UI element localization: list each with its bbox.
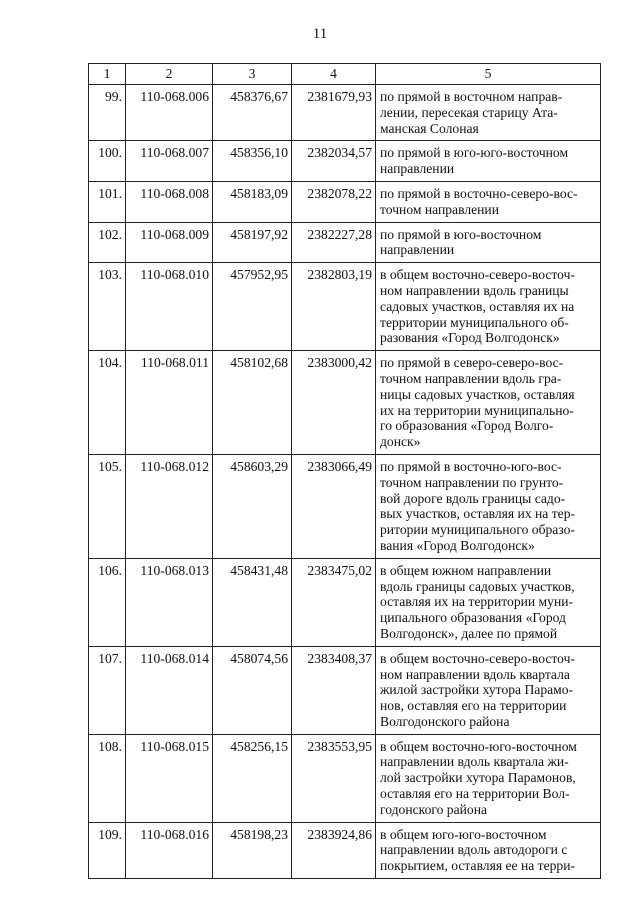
description-line: годонского района xyxy=(380,801,488,817)
y-coordinate-cell: 2383000,42 xyxy=(292,351,376,455)
x-coordinate-cell: 458074,56 xyxy=(213,646,292,734)
y-coordinate-cell: 2381679,93 xyxy=(292,85,376,141)
x-coordinate-cell: 458256,15 xyxy=(213,734,292,822)
x-coordinate-cell: 458356,10 xyxy=(213,141,292,182)
description-line: манская Солоная xyxy=(380,120,479,136)
x-coordinate-cell: 458102,68 xyxy=(213,351,292,455)
description-line: в общем восточно-северо-восточ- xyxy=(380,650,575,666)
description-line: ритории муниципального образо- xyxy=(380,522,575,538)
description-line: Волгодонского района xyxy=(380,713,510,729)
row-number-cell: 107. xyxy=(89,646,126,734)
y-coordinate-cell: 2382034,57 xyxy=(292,141,376,182)
y-coordinate-cell: 2382078,22 xyxy=(292,181,376,222)
x-coordinate-cell: 458431,48 xyxy=(213,558,292,646)
table-row xyxy=(89,646,601,734)
description-line: направлении xyxy=(380,161,455,177)
y-coordinate-cell: 2383475,02 xyxy=(292,558,376,646)
table-row xyxy=(89,558,601,646)
point-code-cell: 110-068.009 xyxy=(126,222,213,263)
boundary-description-cell xyxy=(376,181,601,222)
row-number-cell: 104. xyxy=(89,351,126,455)
description-line: вдоль границы садовых участков, xyxy=(380,578,575,594)
description-line: точном направлении по грунто- xyxy=(380,474,564,490)
point-code-cell: 110-068.012 xyxy=(126,454,213,558)
point-code-cell: 110-068.013 xyxy=(126,558,213,646)
description-line: донск» xyxy=(380,434,421,450)
x-coordinate-cell: 458183,09 xyxy=(213,181,292,222)
description-line: точном направлении вдоль гра- xyxy=(380,370,562,386)
column-header: 1 xyxy=(89,64,126,85)
description-line: ном направлении вдоль границы xyxy=(380,282,569,298)
column-header: 2 xyxy=(126,64,213,85)
table-row xyxy=(89,734,601,822)
row-number-cell: 101. xyxy=(89,181,126,222)
y-coordinate-cell: 2383066,49 xyxy=(292,454,376,558)
table-row xyxy=(89,141,601,182)
row-number-cell: 108. xyxy=(89,734,126,822)
table-row xyxy=(89,85,601,141)
point-code-cell: 110-068.014 xyxy=(126,646,213,734)
description-line: садовых участков, оставляя их на xyxy=(380,298,575,314)
point-code-cell: 110-068.007 xyxy=(126,141,213,182)
point-code-cell: 110-068.010 xyxy=(126,263,213,351)
y-coordinate-cell: 2382227,28 xyxy=(292,222,376,263)
boundary-description-cell xyxy=(376,558,601,646)
column-header: 5 xyxy=(376,64,601,85)
description-line: направлении xyxy=(380,242,455,258)
description-line: их на территории муниципально- xyxy=(380,402,574,418)
description-line: по прямой в юго-юго-восточном xyxy=(380,145,569,161)
description-line: в общем южном направлении xyxy=(380,562,552,578)
column-header: 4 xyxy=(292,64,376,85)
boundary-description-cell xyxy=(376,263,601,351)
boundary-description-cell xyxy=(376,734,601,822)
description-line: по прямой в юго-восточном xyxy=(380,226,542,242)
row-number-cell: 103. xyxy=(89,263,126,351)
point-code-cell: 110-068.011 xyxy=(126,351,213,455)
description-line: по прямой в восточно-северо-вос- xyxy=(380,185,578,201)
table-row xyxy=(89,822,601,878)
table-row xyxy=(89,454,601,558)
description-line: оставляя их на территории муни- xyxy=(380,594,574,610)
point-code-cell: 110-068.008 xyxy=(126,181,213,222)
description-line: вой дороге вдоль границы садо- xyxy=(380,490,566,506)
y-coordinate-cell: 2382803,19 xyxy=(292,263,376,351)
y-coordinate-cell: 2383924,86 xyxy=(292,822,376,878)
boundary-description-cell xyxy=(376,141,601,182)
description-line: лении, пересекая старицу Ата- xyxy=(380,104,558,120)
description-line: в общем восточно-юго-восточном xyxy=(380,738,577,754)
boundary-description-cell xyxy=(376,822,601,878)
table-header-row xyxy=(89,64,601,85)
description-line: в общем юго-юго-восточном xyxy=(380,826,547,842)
description-line: вых участков, оставляя их на тер- xyxy=(380,506,576,522)
table-row xyxy=(89,222,601,263)
description-line: направлении вдоль квартала жи- xyxy=(380,754,569,770)
x-coordinate-cell: 458197,92 xyxy=(213,222,292,263)
description-line: по прямой в восточно-юго-вос- xyxy=(380,458,562,474)
row-number-cell: 105. xyxy=(89,454,126,558)
column-header: 3 xyxy=(213,64,292,85)
boundary-description-cell xyxy=(376,454,601,558)
row-number-cell: 99. xyxy=(89,85,126,141)
row-number-cell: 100. xyxy=(89,141,126,182)
row-number-cell: 106. xyxy=(89,558,126,646)
x-coordinate-cell: 458198,23 xyxy=(213,822,292,878)
point-code-cell: 110-068.015 xyxy=(126,734,213,822)
boundary-description-cell xyxy=(376,222,601,263)
x-coordinate-cell: 458603,29 xyxy=(213,454,292,558)
description-line: го образования «Город Волго- xyxy=(380,418,554,434)
description-line: нов, оставляя его на территории xyxy=(380,698,567,714)
x-coordinate-cell: 457952,95 xyxy=(213,263,292,351)
description-line: ницы садовых участков, оставляя xyxy=(380,386,575,402)
description-line: разования «Город Волгодонск» xyxy=(380,330,560,346)
row-number-cell: 109. xyxy=(89,822,126,878)
point-code-cell: 110-068.016 xyxy=(126,822,213,878)
point-code-cell: 110-068.006 xyxy=(126,85,213,141)
description-line: по прямой в северо-северо-вос- xyxy=(380,355,564,371)
description-line: точном направлении xyxy=(380,201,499,217)
boundary-description-cell xyxy=(376,646,601,734)
description-line: оставляя его на территории Вол- xyxy=(380,786,570,802)
description-line: вания «Город Волгодонск» xyxy=(380,537,535,553)
y-coordinate-cell: 2383553,95 xyxy=(292,734,376,822)
page-number: 11 xyxy=(312,26,328,42)
table-row xyxy=(89,351,601,455)
table-row xyxy=(89,263,601,351)
description-line: направлении вдоль автодороги с xyxy=(380,842,568,858)
boundary-description-cell xyxy=(376,85,601,141)
description-line: ном направлении вдоль квартала xyxy=(380,666,570,682)
y-coordinate-cell: 2383408,37 xyxy=(292,646,376,734)
description-line: ципального образования «Город xyxy=(380,610,566,626)
description-line: по прямой в восточном направ- xyxy=(380,89,563,104)
description-line: территории муниципального об- xyxy=(380,314,569,330)
table-row xyxy=(89,181,601,222)
boundary-description-cell xyxy=(376,351,601,455)
description-line: в общем восточно-северо-восточ- xyxy=(380,267,575,283)
description-line: покрытием, оставляя ее на терри- xyxy=(380,858,576,874)
description-line: жилой застройки хутора Парамо- xyxy=(380,682,574,698)
boundary-table xyxy=(88,63,601,879)
row-number-cell: 102. xyxy=(89,222,126,263)
x-coordinate-cell: 458376,67 xyxy=(213,85,292,141)
description-line: Волгодонск», далее по прямой xyxy=(380,625,558,641)
description-line: лой застройки хутора Парамонов, xyxy=(380,770,576,786)
